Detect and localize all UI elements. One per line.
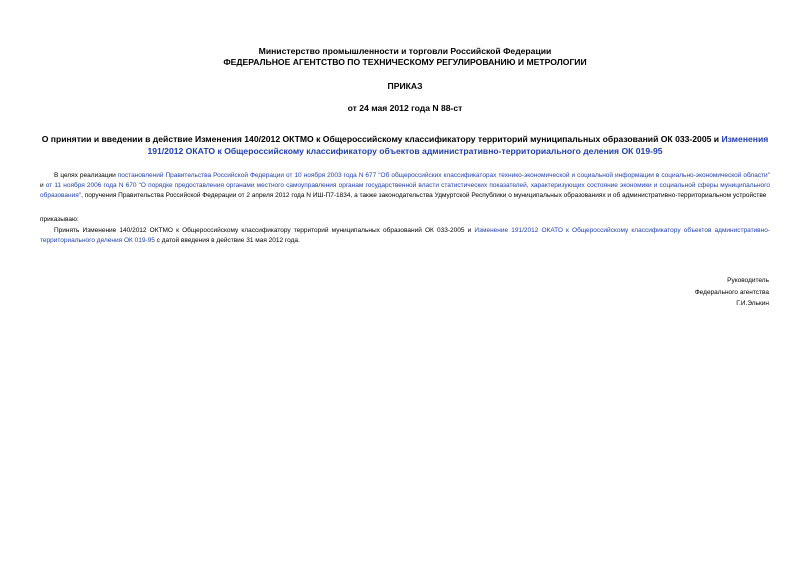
preamble-text-2: и <box>40 182 46 189</box>
document-page <box>40 46 770 246</box>
order-date: от 24 мая 2012 года N 88-ст <box>347 103 463 113</box>
title-link-okato-change[interactable]: Изменения 191/2012 ОКАТО к Общероссийскому классификатору объектов административно-территориального деления ОК 019-95 <box>147 134 769 156</box>
order-text-2: с датой введения в действие 31 мая 2012 года. <box>154 237 300 244</box>
ministry-name: Министерство промышленности и торговли Российской Федерации <box>258 46 552 56</box>
link-resolution-670[interactable]: от 11 ноября 2006 года N 670 "О порядке предоставления органами местного самоуправления органам государственной власти статистических показателей, характеризующих состояние экономики и социальной сферы муниципального образования" <box>40 182 771 199</box>
preamble-paragraph <box>40 171 770 201</box>
signature-organization: Федерального агентства <box>694 288 769 296</box>
order-verb: приказываю: <box>40 216 79 223</box>
signature-name: Г.И.Элькин <box>736 300 769 307</box>
order-paragraph <box>40 226 770 246</box>
title-text: О принятии и введении в действие Изменения 140/2012 ОКТМО к Общероссийскому классификатору территорий муниципальных образований ОК 033-2005 и <box>41 134 722 144</box>
link-okato-change-191[interactable]: Изменение 191/2012 ОКАТО к Общероссийскому классификатору объектов административно-территориального деления ОК 019-95 <box>40 227 771 244</box>
agency-name: ФЕДЕРАЛЬНОЕ АГЕНТСТВО ПО ТЕХНИЧЕСКОМУ РЕГУЛИРОВАНИЮ И МЕТРОЛОГИИ <box>223 57 587 67</box>
preamble-text-1: В целях реализации <box>54 172 118 179</box>
order-text-1: Принять Изменение 140/2012 ОКТМО к Общероссийскому классификатору территорий муниципальных образований ОК 033-2005 и <box>54 227 475 234</box>
link-resolution-677[interactable]: постановлений Правительства Российской Федерации от 10 ноября 2003 года N 677 "Об общероссийских классификаторах технико-экономической и социальной информации в социально-экономической области" <box>117 172 770 179</box>
signature-block <box>695 275 769 310</box>
signature-position: Руководитель <box>727 277 769 284</box>
preamble-text-3: , поручения Правительства Российской Федерации от 2 апреля 2012 года N ИШ-П7-1834, а также законодательства Удмуртской Республики о муниципальных образованиях и об административно-территориальном устройстве <box>81 192 767 199</box>
order-heading: ПРИКАЗ <box>387 81 423 91</box>
document-title <box>40 133 770 157</box>
